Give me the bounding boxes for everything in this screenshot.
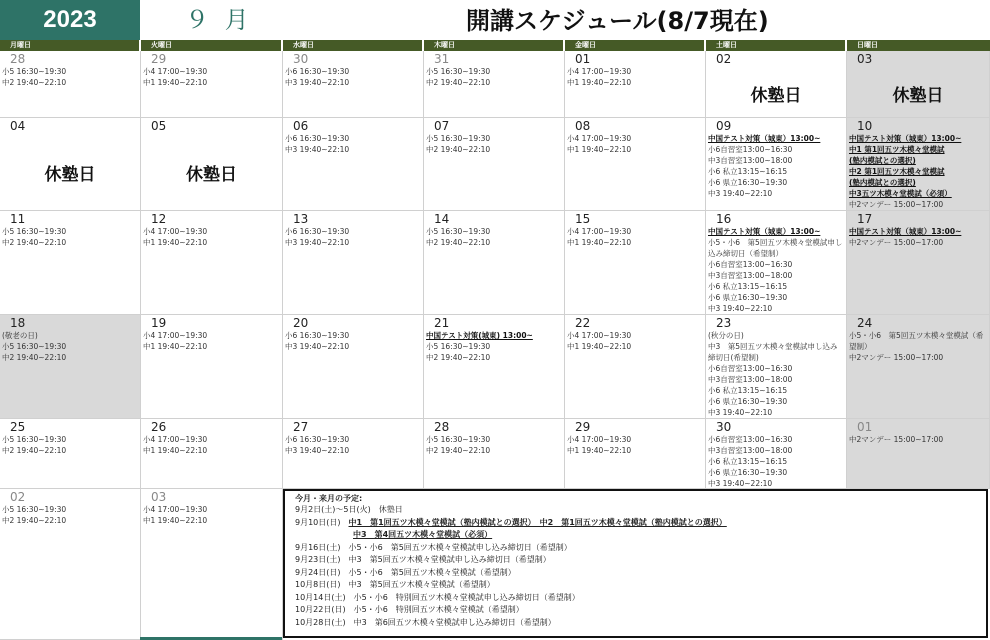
schedule-line: 小4 17:00~19:30 <box>143 67 208 76</box>
schedule-lines <box>708 226 844 314</box>
schedule-line: 小6 16:30~19:30 <box>285 331 350 340</box>
schedule-line: 中3 19:40~22:10 <box>285 145 350 154</box>
day-cell <box>424 118 565 211</box>
schedule-line: 中国テスト対策(城東) 13:00~ <box>426 331 533 340</box>
day-cell <box>283 315 424 419</box>
schedule-line: 小5 16:30~19:30 <box>426 435 491 444</box>
schedule-line: 中3自習室13:00~18:00 <box>708 156 793 165</box>
day-number: 03 <box>151 490 167 504</box>
plan-text: 休塾日 <box>378 505 403 514</box>
day-cell <box>847 118 990 211</box>
schedule-line: 小6 県立16:30~19:30 <box>708 293 788 302</box>
schedule-line: 中1 19:40~22:10 <box>567 78 632 87</box>
closed-day-label: 休塾日 <box>44 165 96 185</box>
day-number: 07 <box>434 119 450 133</box>
schedule-line: 中1 19:40~22:10 <box>143 238 208 247</box>
day-number: 15 <box>575 212 591 226</box>
schedule-line: 小6 私立13:15~16:15 <box>708 386 788 395</box>
plan-date: 10月28日(土) <box>295 617 346 627</box>
day-cell <box>283 419 424 489</box>
day-cell <box>847 51 990 118</box>
day-cell <box>141 419 283 489</box>
schedule-lines <box>2 434 138 456</box>
schedule-line: 小5 16:30~19:30 <box>426 67 491 76</box>
weekday-thu: 木曜日 <box>424 40 563 51</box>
schedule-line: 小4 17:00~19:30 <box>567 67 632 76</box>
schedule-line: 小5 16:30~19:30 <box>426 342 491 351</box>
schedule-line: 中2 19:40~22:10 <box>2 516 67 525</box>
schedule-lines <box>849 434 987 445</box>
schedule-line: 小5 16:30~19:30 <box>2 67 67 76</box>
day-cell <box>424 419 565 489</box>
day-cell <box>424 211 565 315</box>
weekday-wed: 水曜日 <box>283 40 422 51</box>
weekday-tue: 火曜日 <box>141 40 281 51</box>
schedule-line: 中1 19:40~22:10 <box>567 342 632 351</box>
day-cell <box>141 118 283 211</box>
day-number: 24 <box>857 316 873 330</box>
schedule-line: 中3 19:40~22:10 <box>708 189 773 198</box>
day-cell <box>141 489 283 640</box>
day-cell <box>0 419 141 489</box>
plan-item <box>295 554 978 567</box>
plan-date: 10月14日(土) <box>295 592 346 602</box>
day-cell <box>565 419 706 489</box>
schedule-lines <box>285 133 421 155</box>
plan-item <box>295 567 978 580</box>
schedule-lines <box>285 226 421 248</box>
schedule-lines <box>849 133 987 210</box>
closed-day-label: 休塾日 <box>892 86 944 106</box>
schedule-line: 中1 19:40~22:10 <box>143 78 208 87</box>
plan-text: 小5・小6 第5回五ツ木模々堂模試申し込み締切日（希望制） <box>348 542 572 552</box>
plan-item <box>295 579 978 592</box>
day-number: 22 <box>575 316 591 330</box>
schedule-lines <box>2 226 138 248</box>
schedule-lines <box>2 66 138 88</box>
schedule-lines <box>143 66 280 88</box>
day-cell <box>0 118 141 211</box>
schedule-line: 中3 第5回五ツ木模々堂模試申し込み締切日(希望制) <box>708 342 838 362</box>
schedule-lines <box>567 133 703 155</box>
schedule-line: 中3自習室13:00~18:00 <box>708 271 793 280</box>
day-number: 20 <box>293 316 309 330</box>
schedule-line: 小6 16:30~19:30 <box>285 435 350 444</box>
schedule-lines <box>285 66 421 88</box>
day-number: 23 <box>716 316 732 330</box>
day-number: 06 <box>293 119 309 133</box>
plan-text: 小5・小6 特別回五ツ木模々堂模試（希望制） <box>353 605 524 614</box>
plan-item <box>295 592 978 605</box>
day-number: 27 <box>293 420 309 434</box>
schedule-lines <box>143 504 280 526</box>
plan-text: 中3 第5回五ツ木模々堂模試（希望制） <box>348 580 495 589</box>
schedule-line: 中2 19:40~22:10 <box>2 353 67 362</box>
schedule-line: 中1 19:40~22:10 <box>567 145 632 154</box>
schedule-line: 中2マンデー 15:00~17:00 <box>849 353 944 362</box>
day-number: 31 <box>434 52 450 66</box>
schedule-lines <box>567 226 703 248</box>
day-number: 03 <box>857 52 873 66</box>
day-number: 18 <box>10 316 26 330</box>
plan-text: 中3 第4回五ツ木模々堂模試（必須） <box>353 530 493 539</box>
schedule-lines <box>567 66 703 88</box>
plan-text: 中3 第5回五ツ木模々堂模試申し込み締切日（希望制） <box>348 555 551 564</box>
schedule-lines <box>708 330 844 418</box>
day-cell <box>424 51 565 118</box>
day-cell <box>565 315 706 419</box>
day-number: 29 <box>151 52 167 66</box>
plans-list <box>295 504 978 629</box>
schedule-line: 中2 19:40~22:10 <box>426 145 491 154</box>
plan-item <box>295 517 978 530</box>
schedule-line: 中2マンデー 15:00~17:00 <box>849 200 944 209</box>
day-number: 13 <box>293 212 309 226</box>
schedule-line: 中3自習室13:00~18:00 <box>708 375 793 384</box>
day-cell <box>0 211 141 315</box>
year-label: 2023 <box>0 0 140 40</box>
plan-date: 9月23日(土) <box>295 555 341 564</box>
schedule-line: 中3 19:40~22:10 <box>708 408 773 417</box>
page-title: 開講スケジュール(8/7現在) <box>466 7 769 35</box>
day-cell <box>847 315 990 419</box>
plan-item <box>295 504 978 517</box>
schedule-line: 小6 16:30~19:30 <box>285 134 350 143</box>
schedule-line: 小5 16:30~19:30 <box>2 435 67 444</box>
plan-date: 10月8日(日) <box>295 580 341 589</box>
day-cell <box>141 211 283 315</box>
closed-day-label: 休塾日 <box>186 165 237 185</box>
day-cell <box>565 51 706 118</box>
day-cell <box>0 489 141 640</box>
day-cell <box>283 51 424 118</box>
schedule-line: 中2 19:40~22:10 <box>426 446 491 455</box>
plan-date: 9月24日(日) <box>295 567 341 577</box>
schedule-line: 中2 第1回五ツ木模々堂模試 <box>849 167 945 176</box>
schedule-line: 小5・小6 第5回五ツ木模々堂模試（希望制） <box>849 331 984 351</box>
weekday-fri: 金曜日 <box>565 40 704 51</box>
schedule-line: 小6 県立16:30~19:30 <box>708 178 788 187</box>
plan-item <box>295 542 978 555</box>
day-cell <box>706 419 847 489</box>
schedule-line: (塾内模試との選択) <box>849 178 916 187</box>
plan-text: 小5・小6 第5回五ツ木模々堂模試（希望制） <box>348 567 516 577</box>
closed-day-label: 休塾日 <box>750 86 802 106</box>
plan-date: 9月10日(日) <box>295 517 341 527</box>
schedule-line: 小6 県立16:30~19:30 <box>708 397 788 406</box>
schedule-line: 小6自習室13:00~16:30 <box>708 145 793 154</box>
upcoming-plans-box <box>283 489 988 638</box>
day-number: 02 <box>716 52 732 66</box>
schedule-line: 中1 19:40~22:10 <box>143 516 208 525</box>
schedule-line: 小4 17:00~19:30 <box>567 134 632 143</box>
day-number: 30 <box>716 420 732 434</box>
schedule-line: 中1 19:40~22:10 <box>567 446 632 455</box>
plans-title: 今月・来月の予定: <box>295 494 363 503</box>
schedule-line: (塾内模試との選択) <box>849 156 916 165</box>
day-cell <box>565 118 706 211</box>
schedule-lines <box>143 330 280 352</box>
schedule-lines <box>426 226 562 248</box>
schedule-line: 中3 19:40~22:10 <box>708 304 773 313</box>
schedule-line: (敬老の日) <box>2 331 38 340</box>
day-cell <box>706 51 847 118</box>
day-number: 28 <box>434 420 450 434</box>
day-number: 12 <box>151 212 167 226</box>
schedule-line: 中国テスト対策（城東）13:00~ <box>708 134 821 143</box>
schedule-line: 小6自習室13:00~16:30 <box>708 435 793 444</box>
schedule-line: 中3五ツ木模々堂模試（必須） <box>849 189 952 198</box>
plan-date: 9月16日(土) <box>295 542 341 552</box>
schedule-line: 小6自習室13:00~16:30 <box>708 364 793 373</box>
schedule-line: 小5 16:30~19:30 <box>2 505 67 514</box>
day-cell <box>141 315 283 419</box>
schedule-line: 小4 17:00~19:30 <box>143 227 208 236</box>
plan-date: 9月2日(土)～5日(火) <box>295 505 371 514</box>
schedule-lines <box>285 434 421 456</box>
day-number: 05 <box>151 119 167 133</box>
day-number: 01 <box>857 420 873 434</box>
day-cell <box>847 419 990 489</box>
schedule-line: 中1 19:40~22:10 <box>143 446 208 455</box>
plan-item <box>295 529 978 542</box>
day-number: 16 <box>716 212 732 226</box>
day-number: 17 <box>857 212 873 226</box>
schedule-lines <box>567 434 703 456</box>
schedule-line: 小6 16:30~19:30 <box>285 67 350 76</box>
schedule-lines <box>567 330 703 352</box>
schedule-line: 小4 17:00~19:30 <box>567 435 632 444</box>
day-number: 01 <box>575 52 591 66</box>
schedule-line: (秋分の日) <box>708 331 744 340</box>
schedule-line: 小6 私立13:15~16:15 <box>708 167 788 176</box>
day-cell <box>424 315 565 419</box>
schedule-line: 小4 17:00~19:30 <box>143 331 208 340</box>
day-cell <box>706 118 847 211</box>
schedule-line: 中2 19:40~22:10 <box>2 238 67 247</box>
day-number: 09 <box>716 119 732 133</box>
schedule-lines <box>708 133 844 199</box>
schedule-lines <box>143 226 280 248</box>
schedule-line: 小4 17:00~19:30 <box>143 435 208 444</box>
day-number: 02 <box>10 490 26 504</box>
schedule-line: 小5・小6 第5回五ツ木模々堂模試申し込み締切日（希望制） <box>708 238 843 258</box>
schedule-lines <box>2 504 138 526</box>
schedule-lines <box>426 434 562 456</box>
day-number: 26 <box>151 420 167 434</box>
day-cell <box>565 211 706 315</box>
schedule-lines <box>708 434 844 489</box>
schedule-line: 中2マンデー 15:00~17:00 <box>849 238 944 247</box>
schedule-line: 中1 第1回五ツ木模々堂模試 <box>849 145 945 154</box>
day-number: 14 <box>434 212 450 226</box>
schedule-line: 小5 16:30~19:30 <box>2 227 67 236</box>
schedule-lines <box>849 330 987 363</box>
day-number: 04 <box>10 119 26 133</box>
schedule-line: 中2 19:40~22:10 <box>426 78 491 87</box>
schedule-line: 小5 16:30~19:30 <box>2 342 67 351</box>
day-number: 19 <box>151 316 167 330</box>
day-cell <box>847 211 990 315</box>
day-number: 25 <box>10 420 26 434</box>
schedule-lines <box>426 330 562 363</box>
schedule-line: 中1 19:40~22:10 <box>567 238 632 247</box>
schedule-lines <box>849 226 987 248</box>
schedule-line: 小5 16:30~19:30 <box>426 227 491 236</box>
month-label: ９ 月 <box>185 6 253 34</box>
schedule-lines <box>426 66 562 88</box>
schedule-line: 小5 16:30~19:30 <box>426 134 491 143</box>
schedule-line: 中1 19:40~22:10 <box>143 342 208 351</box>
schedule-lines <box>426 133 562 155</box>
schedule-line: 小6 県立16:30~19:30 <box>708 468 788 477</box>
day-cell <box>283 118 424 211</box>
plan-item <box>295 617 978 630</box>
schedule-line: 中3 19:40~22:10 <box>708 479 773 488</box>
day-number: 10 <box>857 119 873 133</box>
day-number: 30 <box>293 52 309 66</box>
day-number: 29 <box>575 420 591 434</box>
schedule-line: 小4 17:00~19:30 <box>567 227 632 236</box>
plan-date: 10月22日(日) <box>295 605 346 614</box>
schedule-line: 小6 16:30~19:30 <box>285 227 350 236</box>
day-number: 21 <box>434 316 450 330</box>
schedule-line: 中2 19:40~22:10 <box>2 446 67 455</box>
schedule-line: 中国テスト対策（城東）13:00~ <box>708 227 821 236</box>
schedule-line: 小6自習室13:00~16:30 <box>708 260 793 269</box>
weekday-mon: 月曜日 <box>0 40 139 51</box>
schedule-line: 中国テスト対策（城東）13:00~ <box>849 227 962 236</box>
day-cell <box>141 51 283 118</box>
weekday-header-bar <box>0 40 990 51</box>
schedule-line: 小4 17:00~19:30 <box>567 331 632 340</box>
weekday-sun: 日曜日 <box>847 40 990 51</box>
plan-item <box>295 604 978 617</box>
day-cell <box>0 315 141 419</box>
day-number: 11 <box>10 212 26 226</box>
schedule-line: 中2 19:40~22:10 <box>426 238 491 247</box>
schedule-line: 中3自習室13:00~18:00 <box>708 446 793 455</box>
weekday-sat: 土曜日 <box>706 40 845 51</box>
schedule-lines <box>2 330 138 363</box>
plan-text: 中1 第1回五ツ木模々堂模試（塾内模試との選択） 中2 第1回五ツ木模々堂模試（塾内模試との選択） <box>348 517 727 527</box>
schedule-line: 中3 19:40~22:10 <box>285 446 350 455</box>
plan-text: 小5・小6 特別回五ツ木模々堂模試申し込み締切日（希望制） <box>353 592 580 602</box>
schedule-line: 小6 私立13:15~16:15 <box>708 457 788 466</box>
day-cell <box>283 211 424 315</box>
schedule-line: 中2マンデー 15:00~17:00 <box>849 435 944 444</box>
schedule-line: 中3 19:40~22:10 <box>285 238 350 247</box>
day-cell <box>706 211 847 315</box>
day-number: 08 <box>575 119 591 133</box>
schedule-lines <box>285 330 421 352</box>
day-number: 28 <box>10 52 26 66</box>
schedule-line: 中2 19:40~22:10 <box>2 78 67 87</box>
schedule-line: 小6 私立13:15~16:15 <box>708 282 788 291</box>
schedule-line: 中国テスト対策（城東）13:00~ <box>849 134 962 143</box>
schedule-line: 小4 17:00~19:30 <box>143 505 208 514</box>
schedule-line: 中2 19:40~22:10 <box>426 353 491 362</box>
schedule-line: 中3 19:40~22:10 <box>285 342 350 351</box>
day-cell <box>0 51 141 118</box>
day-cell <box>706 315 847 419</box>
plan-text: 中3 第6回五ツ木模々堂模試申し込み締切日（希望制） <box>353 617 556 627</box>
schedule-line: 中3 19:40~22:10 <box>285 78 350 87</box>
schedule-lines <box>143 434 280 456</box>
